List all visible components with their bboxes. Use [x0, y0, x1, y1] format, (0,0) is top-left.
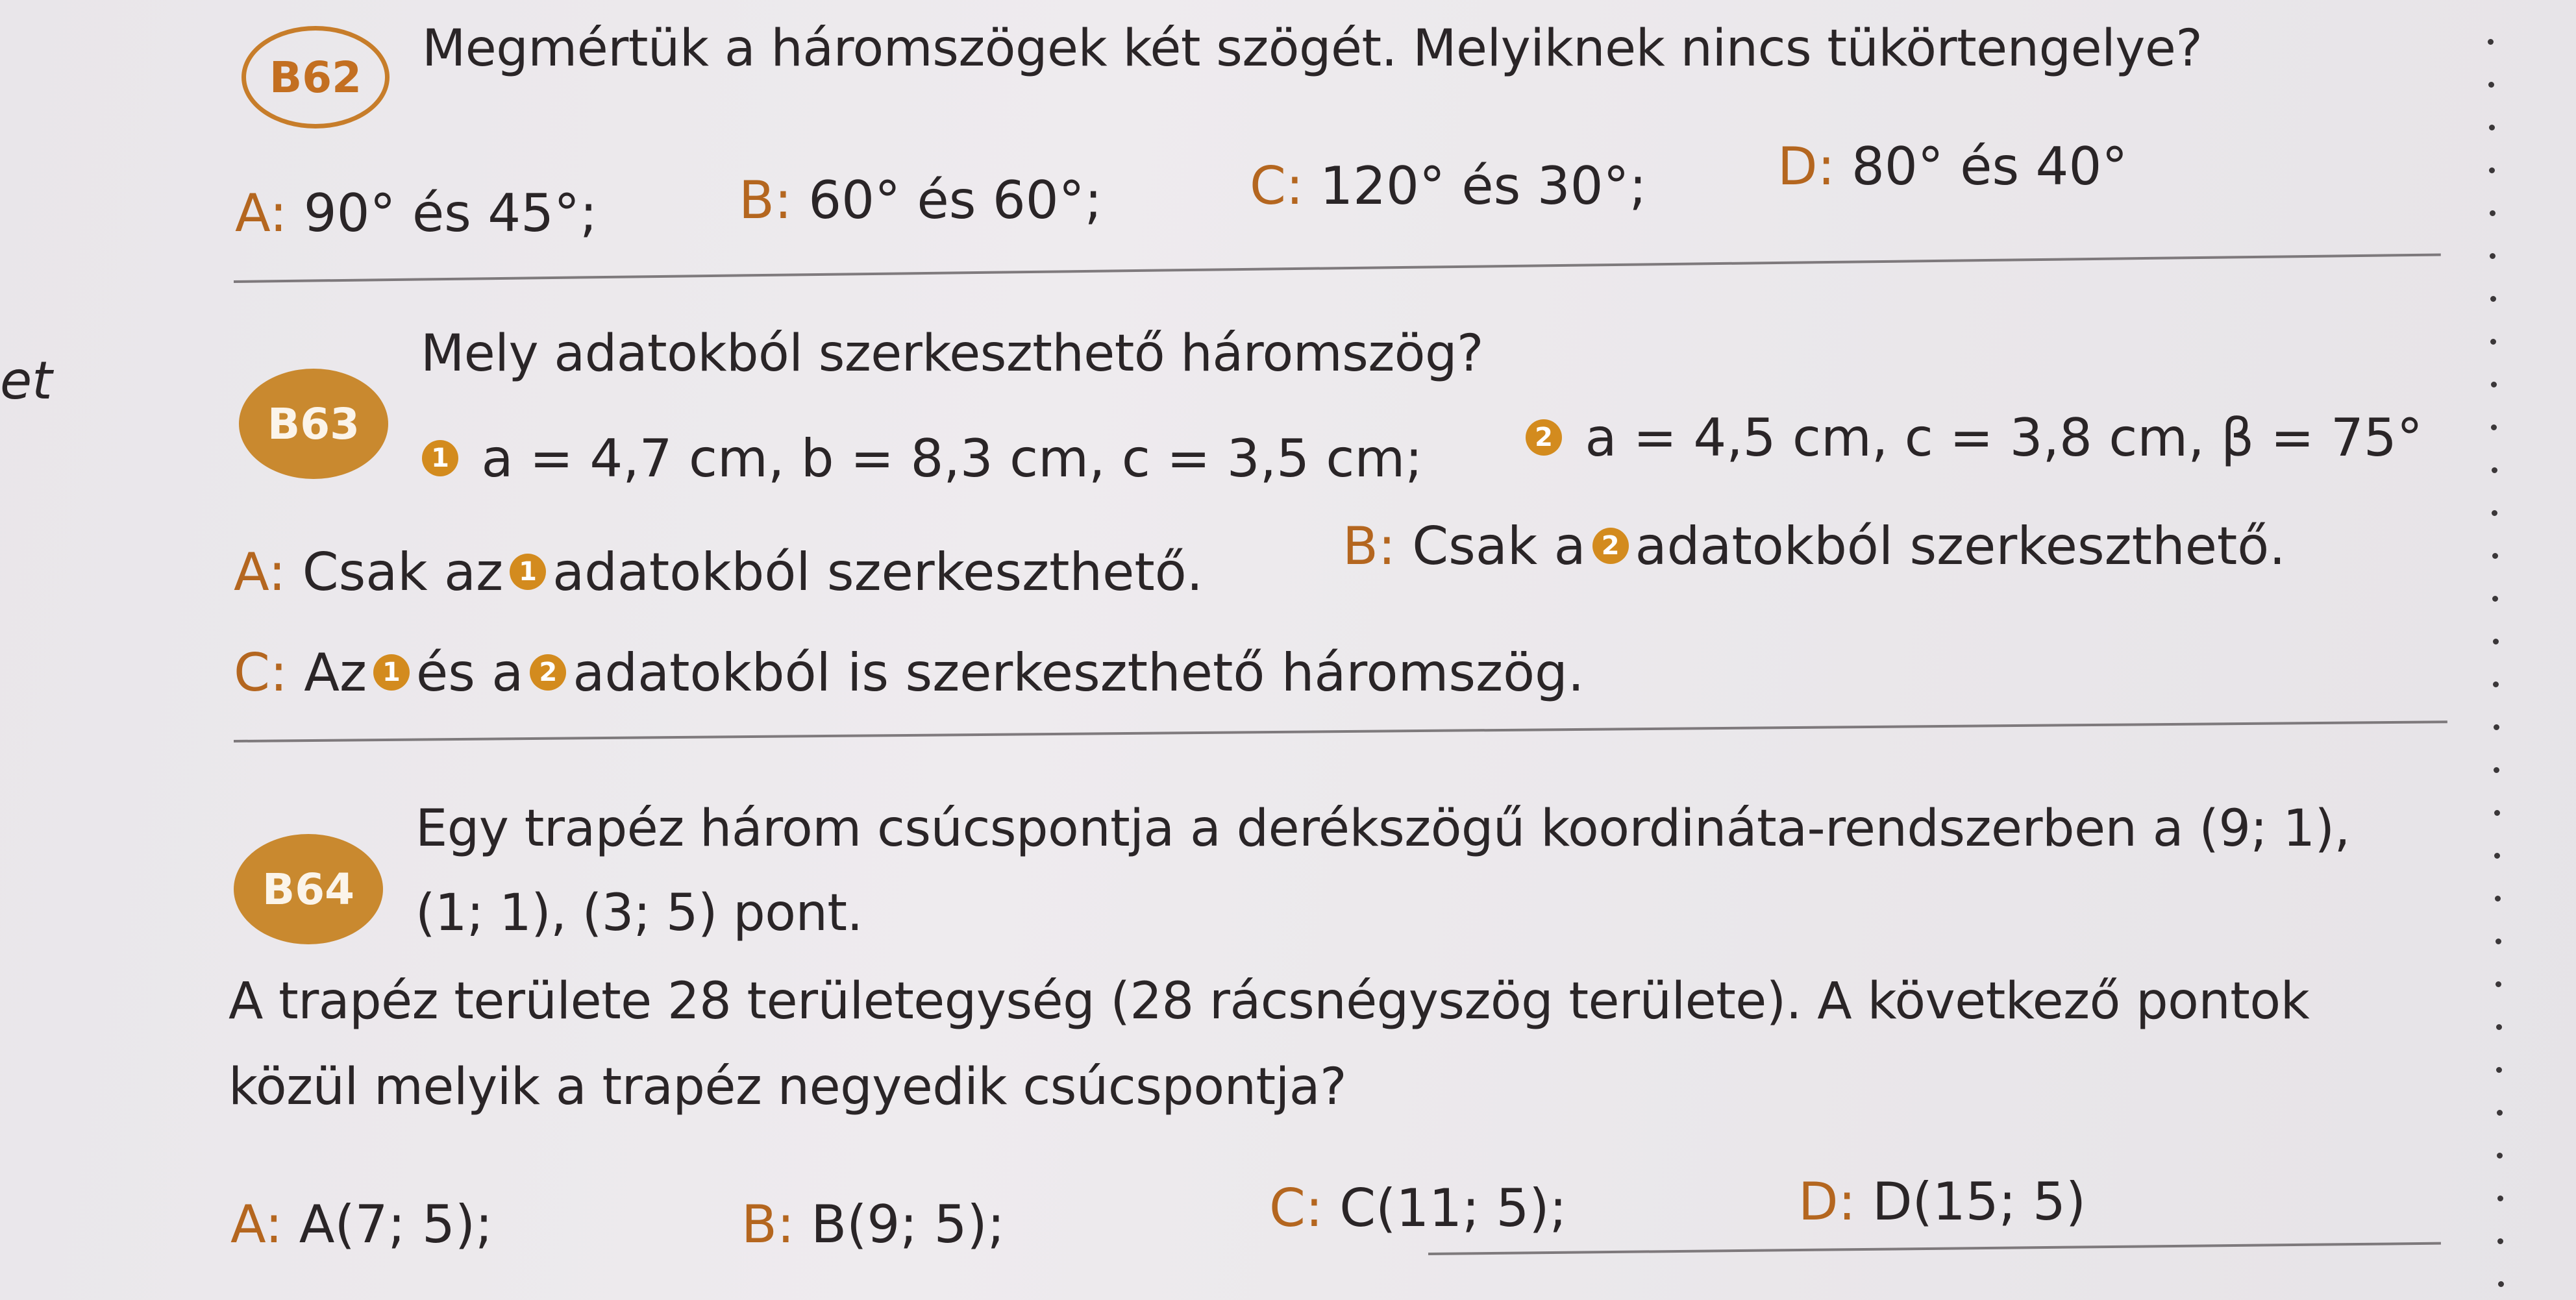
b62-question: Megmértük a háromszögek két szögét. Melyiknek nincs tükörtengelye? [422, 19, 2203, 78]
exercise-badge-b64 [234, 834, 383, 944]
b64-line-4: közül melyik a trapéz negyedik csúcspontja? [229, 1058, 1346, 1116]
badge-label: B62 [269, 52, 362, 103]
margin-dot [2494, 810, 2500, 816]
margin-dot [2495, 896, 2501, 901]
margin-dot [2488, 39, 2494, 45]
b64-option-b[interactable] [741, 1194, 1005, 1255]
option-label: C: [1269, 1178, 1323, 1238]
margin-dot [2491, 424, 2497, 430]
b63-option-b[interactable] [1343, 516, 2286, 576]
number-1-icon: 1 [373, 654, 410, 691]
option-text: A(7; 5); [299, 1194, 493, 1255]
margin-dot [2493, 681, 2499, 687]
b64-line-2: (1; 1), (3; 5) pont. [415, 884, 863, 942]
option-text: C(11; 5); [1339, 1178, 1567, 1238]
margin-dot [2493, 639, 2499, 644]
margin-dot [2496, 1024, 2502, 1030]
margin-dot [2497, 1153, 2503, 1159]
data-2-text: a = 4,5 cm, c = 3,8 cm, β = 75° [1585, 408, 2423, 468]
margin-dot [2490, 210, 2496, 216]
margin-dot [2492, 596, 2498, 602]
number-1-icon: 1 [510, 554, 546, 590]
margin-dot [2492, 553, 2498, 559]
b62-option-d[interactable] [1777, 136, 2127, 197]
b64-option-d[interactable] [1798, 1171, 2086, 1232]
option-label: C: [234, 643, 288, 703]
exercise-badge-b63 [239, 369, 388, 479]
number-1-icon: 1 [422, 440, 458, 476]
option-text-mid: és a [415, 643, 524, 703]
option-label: B: [1343, 516, 1396, 576]
number-2-icon: 2 [1592, 528, 1629, 564]
exercise-badge-b62 [242, 26, 390, 129]
option-text: 120° és 30°; [1320, 156, 1647, 216]
margin-dot [2489, 125, 2495, 130]
option-text: 60° és 60°; [808, 170, 1102, 230]
b63-option-a[interactable] [234, 542, 1203, 602]
b64-option-c[interactable] [1269, 1178, 1567, 1238]
option-text: B(9; 5); [811, 1194, 1005, 1255]
option-text-pre: Az [304, 643, 367, 703]
margin-dot [2497, 1196, 2503, 1201]
margin-dot [2498, 1281, 2504, 1287]
option-text: 80° és 40° [1852, 136, 2128, 197]
option-text-post: adatokból szerkeszthető. [552, 542, 1204, 602]
option-label: C: [1250, 156, 1304, 216]
margin-dot [2496, 1067, 2502, 1073]
option-label: B: [741, 1194, 795, 1255]
number-2-icon: 2 [530, 654, 566, 691]
option-text: D(15; 5) [1872, 1171, 2087, 1232]
margin-dot [2488, 82, 2494, 88]
margin-dot [2490, 339, 2496, 345]
b63-data-2 [1519, 408, 2423, 468]
margin-dot [2494, 724, 2499, 730]
option-text: 90° és 45°; [303, 183, 598, 243]
margin-dot [2491, 382, 2497, 387]
badge-label: B63 [267, 399, 360, 449]
option-text-post: adatokból szerkeszthető. [1635, 516, 2286, 576]
b62-option-b[interactable] [739, 170, 1102, 230]
b63-option-c[interactable] [234, 643, 1584, 703]
number-2-icon: 2 [1526, 419, 1562, 456]
edge-text-fragment: et [0, 350, 53, 411]
b64-line-3: A trapéz területe 28 területegység (28 rácsnégyszög területe). A következő pontok [229, 972, 2310, 1031]
data-1-text: a = 4,7 cm, b = 8,3 cm, c = 3,5 cm; [481, 428, 1423, 489]
option-text-pre: Csak a [1412, 516, 1586, 576]
option-label: A: [230, 1194, 283, 1255]
margin-dot [2497, 1238, 2503, 1244]
margin-dot [2494, 767, 2499, 773]
badge-label: B64 [262, 864, 355, 914]
option-label: D: [1798, 1171, 1856, 1232]
margin-dot [2490, 296, 2496, 302]
section-divider [234, 720, 2447, 742]
option-label: D: [1777, 136, 1835, 197]
margin-dot [2489, 167, 2495, 173]
margin-dot [2492, 510, 2497, 516]
margin-dot [2490, 253, 2496, 259]
margin-dot [2496, 938, 2501, 944]
b64-option-a[interactable] [230, 1194, 493, 1255]
b64-line-1: Egy trapéz három csúcspontja a derékszögű koordináta-rendszerben a (9; 1), [415, 800, 2350, 858]
margin-dot [2492, 467, 2497, 473]
section-divider [234, 253, 2441, 283]
margin-dot [2494, 853, 2500, 859]
b62-option-a[interactable] [235, 183, 597, 243]
section-divider [1428, 1242, 2441, 1255]
option-label: A: [235, 183, 288, 243]
option-text-post: adatokból is szerkeszthető háromszög. [573, 643, 1585, 703]
margin-dot [2496, 981, 2501, 987]
option-label: B: [739, 170, 792, 230]
option-label: A: [234, 542, 286, 602]
b63-data-1 [415, 428, 1422, 489]
margin-dot [2497, 1110, 2503, 1116]
option-text-pre: Csak az [302, 542, 504, 602]
b62-option-c[interactable] [1250, 156, 1646, 216]
b63-question: Mely adatokból szerkeszthető háromszög? [421, 325, 1483, 383]
